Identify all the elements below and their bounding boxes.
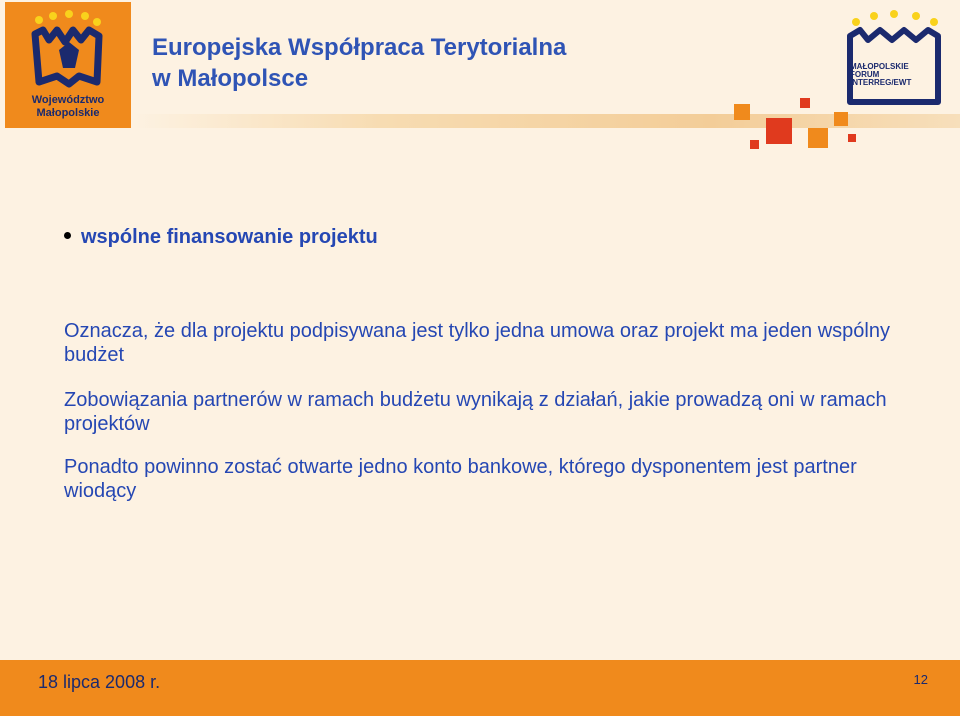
wawel-castle-crest-icon bbox=[29, 10, 107, 90]
logo-right-line3: INTERREG/EWT bbox=[850, 78, 912, 87]
decor-square bbox=[734, 104, 750, 120]
logo-left-line2: Małopolskie bbox=[36, 107, 100, 119]
wojewodztwo-logo bbox=[5, 2, 131, 128]
paragraph-1: Oznacza, że dla projektu podpisywana jest tylko jedna umowa oraz projekt ma jeden wspólny budżet bbox=[64, 320, 890, 366]
logo-right-line2: FORUM bbox=[850, 70, 880, 79]
title-line-2: w Małopolsce bbox=[152, 65, 309, 92]
paragraph-3: Ponadto powinno zostać otwarte jedno konto bankowe, którego dysponentem jest partner wiodący bbox=[64, 456, 857, 502]
decor-square bbox=[800, 98, 810, 108]
bullet-item bbox=[64, 226, 378, 249]
page-number: 12 bbox=[913, 672, 928, 687]
page-title bbox=[152, 32, 566, 94]
decor-square bbox=[750, 140, 759, 149]
footer-bar bbox=[0, 660, 960, 716]
footer-date: 18 lipca 2008 r. bbox=[38, 672, 161, 692]
bullet-text: wspólne finansowanie projektu bbox=[81, 226, 378, 248]
paragraph-2: Zobowiązania partnerów w ramach budżetu wynikają z działań, jakie prowadzą oni w ramach projektów bbox=[64, 389, 887, 435]
malopolskie-forum-logo bbox=[844, 10, 944, 110]
decor-square bbox=[766, 118, 792, 144]
logo-right-line1: MAŁOPOLSKIE bbox=[850, 62, 909, 71]
bullet-dot bbox=[64, 232, 71, 239]
decor-square bbox=[808, 128, 828, 148]
decor-square bbox=[848, 134, 856, 142]
title-line-1: Europejska Współpraca Terytorialna bbox=[152, 34, 567, 61]
logo-left-line1: Województwo bbox=[31, 94, 105, 106]
decor-square bbox=[834, 112, 848, 126]
malopolskie-forum-crest-icon bbox=[844, 10, 944, 110]
